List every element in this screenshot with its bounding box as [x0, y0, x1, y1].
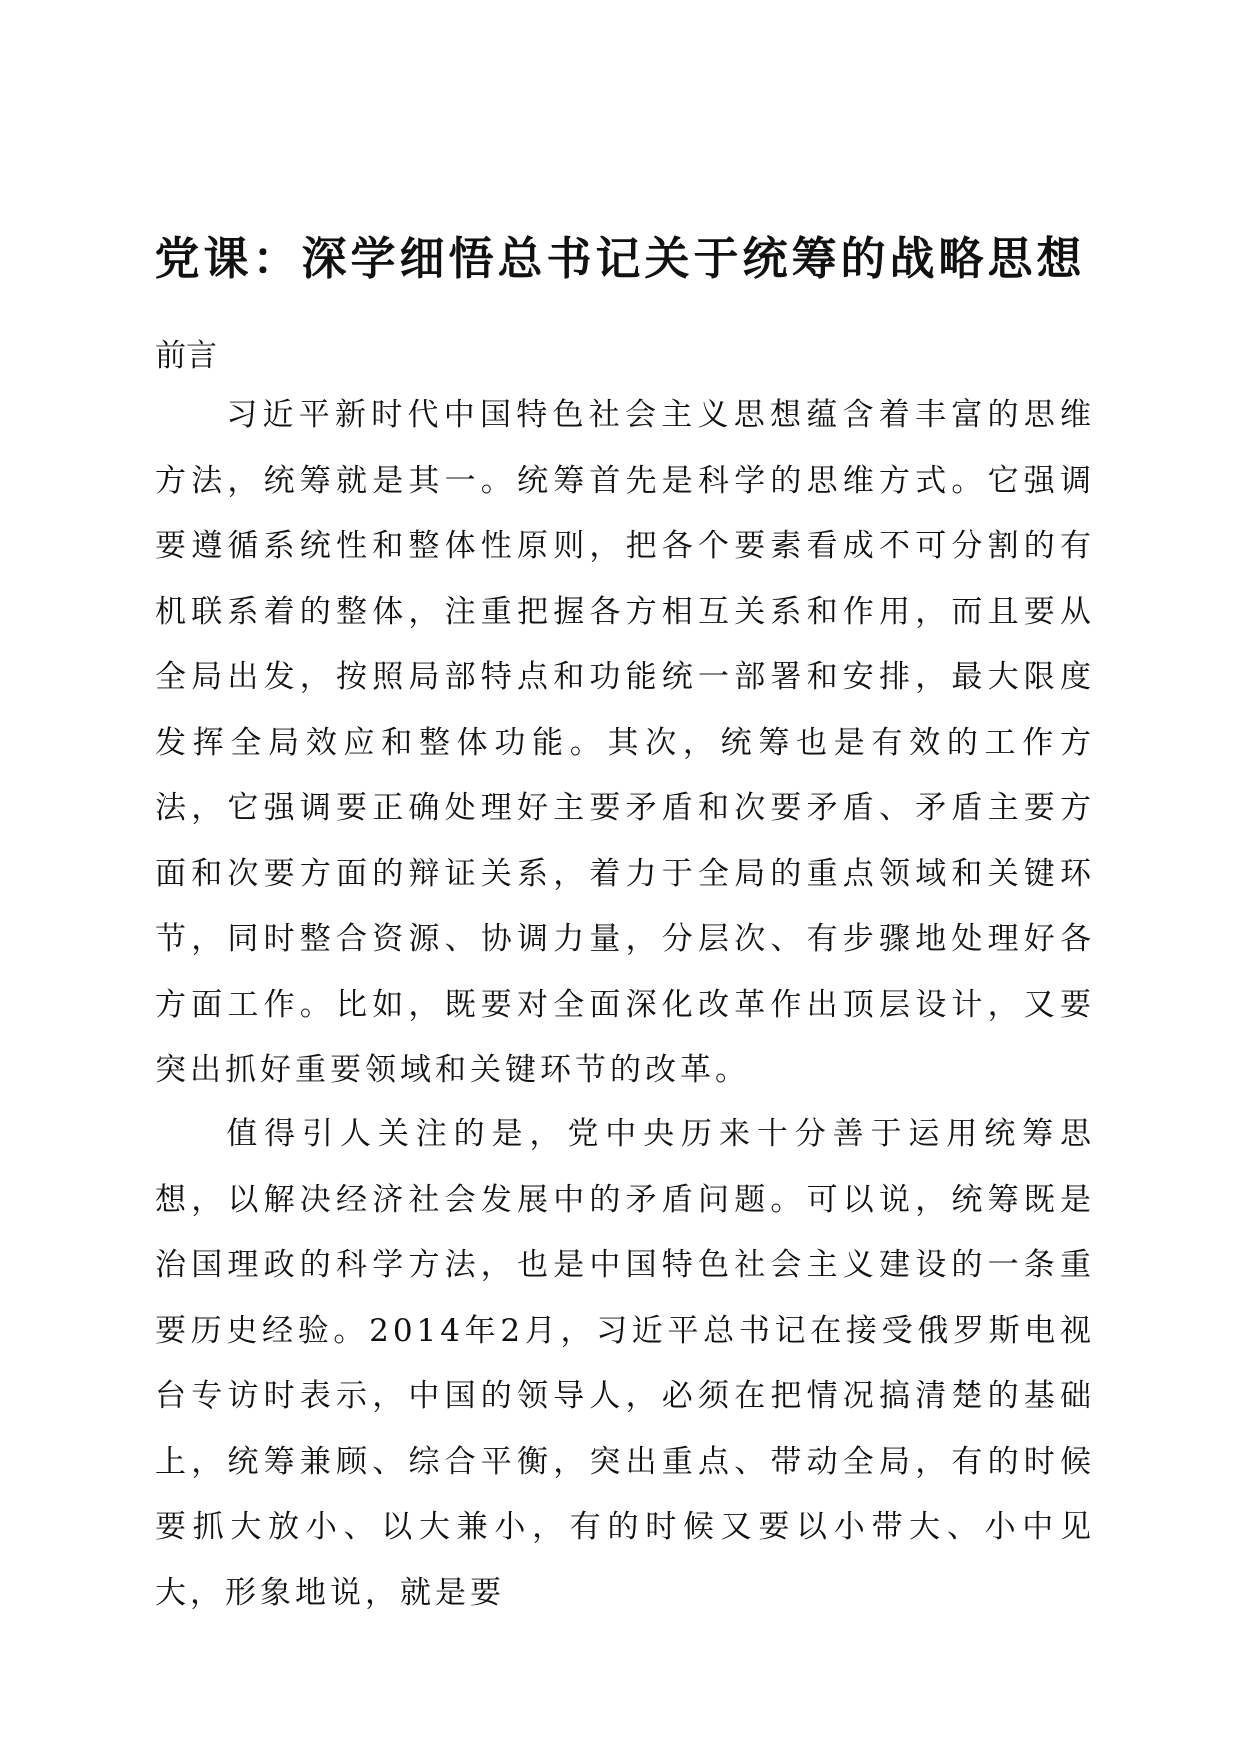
- paragraph-1: 习近平新时代中国特色社会主义思想蕴含着丰富的思维方法，统筹就是其一。统筹首先是科学的思维方式。它强调要遵循系统性和整体性原则，把各个要素看成不可分割的有机联系着的整体，注重把握各方相互关系和作用，而且要从全局出发，按照局部特点和功能统一部署和安排，最大限度发挥全局效应和整体功能。其次，统筹也是有效的工作方法，它强调要正确处理好主要矛盾和次要矛盾、矛盾主要方面和次要方面的辩证关系，着力于全局的重点领域和关键环节，同时整合资源、协调力量，分层次、有步骤地处理好各方面工作。比如，既要对全面深化改革作出顶层设计，又要突出抓好重要领域和关键环节的改革。: [155, 397, 1095, 1088]
- paragraph-2: 值得引人关注的是，党中央历来十分善于运用统筹思想，以解决经济社会发展中的矛盾问题。可以说，统筹既是治国理政的科学方法，也是中国特色社会主义建设的一条重要历史经验。2014年2月，习近平总书记在接受俄罗斯电视台专访时表示，中国的领导人，必须在把情况搞清楚的基础上，统筹兼顾、综合平衡，突出重点、带动全局，有的时候要抓大放小、以大兼小，有的时候又要以小带大、小中见大，形象地说，就是要: [155, 1116, 1095, 1611]
- section-label-preface: 前言: [155, 338, 217, 374]
- document-title: 党课：深学细悟总书记关于统筹的战略思想: [154, 232, 1086, 285]
